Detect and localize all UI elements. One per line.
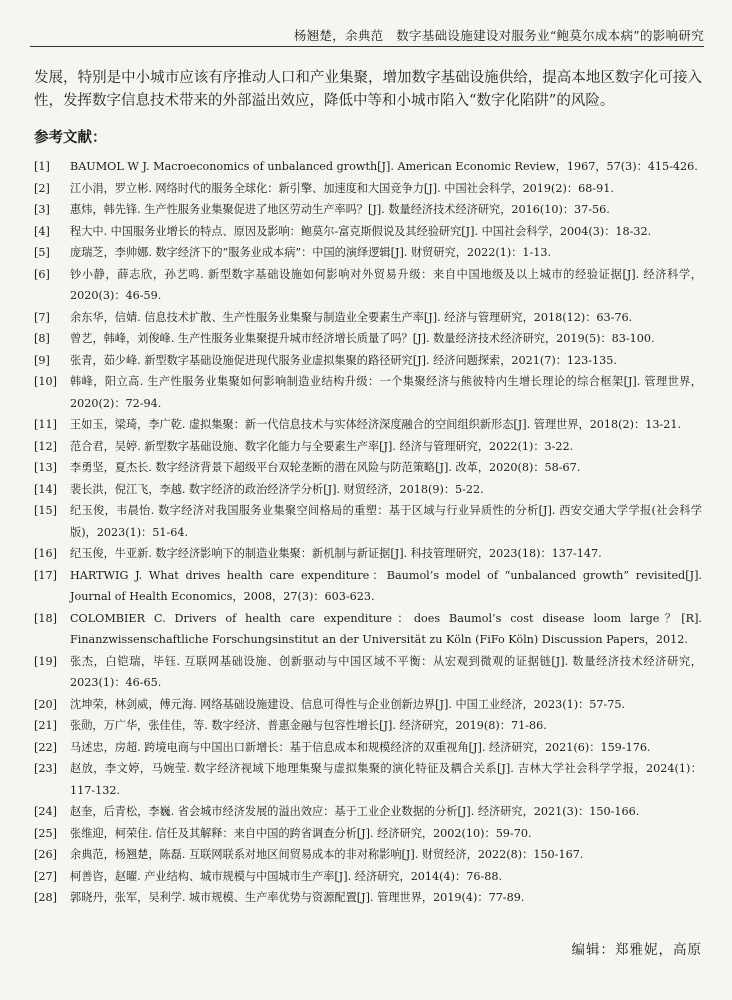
reference-list (34, 156, 702, 909)
reference-number: [4] (34, 224, 50, 238)
reference-text: 庞瑞芝，李帅娜. 数字经济下的“服务业成本病”：中国的演绎逻辑[J]. 财贸研究，2022(1)：1-13. (70, 246, 552, 259)
reference-number: [26] (34, 848, 57, 861)
reference-number: [17] (34, 568, 57, 582)
reference-number: [27] (34, 869, 57, 883)
reference-item (34, 715, 702, 737)
reference-text: 程大中. 中国服务业增长的特点、原因及影响：鲍莫尔-富克斯假说及其经验研究[J]. 中国社会科学，2004(3)：18-32. (70, 224, 652, 238)
reference-text: 惠炜，韩先锋. 生产性服务业集聚促进了地区劳动生产率吗？[J]. 数量经济技术经济研究，2016(10)：37-56. (70, 203, 610, 216)
reference-item (34, 887, 702, 909)
reference-item (34, 178, 702, 200)
reference-number: [13] (34, 461, 57, 474)
editor-credit: 编辑：郑雅妮，高原 (571, 942, 702, 958)
reference-text: 江小涓，罗立彬. 网络时代的服务全球化：新引擎、加速度和大国竞争力[J]. 中国社会科学，2019(2)：68-91. (70, 181, 614, 195)
reference-item (34, 221, 702, 243)
reference-item (34, 328, 702, 350)
reference-item (34, 694, 702, 716)
reference-text: 赵奎，后青松，李巍. 省会城市经济发展的溢出效应：基于工业企业数据的分析[J]. 经济研究，2021(3)：150-166. (70, 805, 640, 818)
reference-item (34, 436, 702, 458)
reference-item (34, 608, 702, 651)
reference-number: [8] (34, 332, 50, 345)
reference-item (34, 414, 702, 436)
reference-number: [2] (34, 181, 50, 195)
references-heading: 参考文献： (34, 129, 107, 146)
reference-text: 韩峰，阳立高. 生产性服务业集聚如何影响制造业结构升级：一个集聚经济与熊彼特内生增长理论的综合框架[J]. 管理世界，2020(2)：72-94. (70, 375, 702, 410)
reference-item (34, 500, 702, 543)
reference-number: [1] (34, 160, 50, 173)
reference-text: BAUMOL W J. Macroeconomics of unbalanced growth[J]. American Economic Review，1967，57(3)：415-426. (70, 160, 698, 173)
reference-text: 张杰，白铠瑞，毕钰. 互联网基础设施、创新驱动与中国区域不平衡：从宏观到微观的证据链[J]. 数量经济技术经济研究，2023(1)：46-65. (70, 654, 702, 689)
reference-item (34, 264, 702, 307)
reference-item (34, 651, 702, 694)
reference-item (34, 307, 702, 329)
reference-number: [7] (34, 310, 50, 324)
reference-number: [28] (34, 891, 57, 904)
reference-item (34, 543, 702, 565)
reference-text: COLOMBIER C. Drivers of health care expenditure：does Baumol’s cost disease loom large？[R]. Finanzwissenschaftliche Forschungsinstitut an der Universität zu Köln (FiFo Köln) Discussion Papers，2012. (70, 611, 702, 646)
reference-number: [10] (34, 375, 57, 388)
reference-item (34, 457, 702, 479)
intro-paragraph: 发展，特别是中小城市应该有序推动人口和产业集聚，增加数字基础设施供给，提高本地区数字化可接入性，发挥数字信息技术带来的外部溢出效应，降低中等和小城市陷入“数字化陷阱”的风险。 (34, 70, 702, 109)
reference-text: 郭晓丹，张军，吴利学. 城市规模、生产率优势与资源配置[J]. 管理世界，2019(4)：77-89. (70, 891, 525, 904)
header-rule (30, 46, 704, 47)
reference-text: 张维迎，柯荣住. 信任及其解释：来自中国的跨省调查分析[J]. 经济研究，2002(10)：59-70. (70, 826, 532, 840)
reference-number: [16] (34, 547, 57, 560)
reference-text: 纪玉俊，韦晨怡. 数字经济对我国服务业集聚空间格局的重塑：基于区域与行业异质性的分析[J]. 西安交通大学学报(社会科学版)，2023(1)：51-64. (70, 504, 702, 539)
reference-number: [5] (34, 246, 50, 259)
reference-number: [25] (34, 826, 57, 840)
reference-number: [22] (34, 740, 57, 754)
reference-text: 张勋，万广华，张佳佳，等. 数字经济、普惠金融与包容性增长[J]. 经济研究，2019(8)：71-86. (70, 719, 547, 732)
reference-item (34, 350, 702, 372)
reference-number: [14] (34, 482, 57, 496)
reference-number: [19] (34, 654, 57, 668)
reference-text: 沈坤荣，林剑威，傅元海. 网络基础设施建设、信息可得性与企业创新边界[J]. 中国工业经济，2023(1)：57-75. (70, 697, 626, 711)
reference-item (34, 823, 702, 845)
reference-text: 范合君，吴婷. 新型数字基础设施、数字化能力与全要素生产率[J]. 经济与管理研究，2022(1)：3-22. (70, 439, 574, 453)
reference-text: 纪玉俊，牛亚新. 数字经济影响下的制造业集聚：新机制与新证据[J]. 科技管理研究，2023(18)：137-147. (70, 547, 602, 560)
reference-item (34, 866, 702, 888)
reference-number: [11] (34, 418, 57, 431)
reference-number: [9] (34, 353, 50, 367)
reference-text: 曾艺，韩峰，刘俊峰. 生产性服务业集聚提升城市经济增长质量了吗？[J]. 数量经济技术经济研究，2019(5)：83-100. (70, 332, 655, 345)
reference-number: [6] (34, 267, 50, 281)
reference-item (34, 801, 702, 823)
reference-text: 余东华，信婧. 信息技术扩散、生产性服务业集聚与制造业全要素生产率[J]. 经济与管理研究，2018(12)：63-76. (70, 310, 633, 324)
reference-text: 余典范，杨翘楚，陈磊. 互联网联系对地区间贸易成本的非对称影响[J]. 财贸经济，2022(8)：150-167. (70, 848, 584, 861)
reference-item (34, 844, 702, 866)
reference-text: 柯善咨，赵曜. 产业结构、城市规模与中国城市生产率[J]. 经济研究，2014(4)：76-88. (70, 869, 503, 883)
reference-number: [3] (34, 203, 50, 216)
reference-number: [15] (34, 504, 57, 517)
reference-number: [21] (34, 719, 57, 732)
reference-text: 赵放，李文婷，马婉莹. 数字经济视域下地理集聚与虚拟集聚的演化特征及耦合关系[J]. 吉林大学社会科学学报，2024(1)：117-132. (70, 762, 702, 797)
reference-number: [23] (34, 762, 57, 775)
reference-item (34, 199, 702, 221)
reference-item (34, 242, 702, 264)
running-header: 杨翘楚，余典范 数字基础设施建设对服务业“鲍莫尔成本病”的影响研究 (293, 28, 704, 43)
reference-text: HARTWIG J. What drives health care expenditure：Baumol’s model of “unbalanced growth” revisited[J]. Journal of Health Economics，2008，27(3)：603-623. (70, 568, 702, 603)
reference-item (34, 371, 702, 414)
reference-text: 马述忠，房超. 跨境电商与中国出口新增长：基于信息成本和规模经济的双重视角[J]. 经济研究，2021(6)：159-176. (70, 740, 651, 754)
reference-item (34, 758, 702, 801)
reference-number: [12] (34, 439, 57, 453)
reference-text: 钞小静，薛志欣，孙艺鸣. 新型数字基础设施如何影响对外贸易升级：来自中国地级及以上城市的经验证据[J]. 经济科学，2020(3)：46-59. (70, 267, 702, 302)
reference-item (34, 737, 702, 759)
reference-number: [20] (34, 697, 57, 711)
reference-item (34, 565, 702, 608)
reference-text: 裴长洪，倪江飞，李越. 数字经济的政治经济学分析[J]. 财贸经济，2018(9)：5-22. (70, 482, 484, 496)
reference-number: [24] (34, 805, 57, 818)
reference-number: [18] (34, 611, 57, 625)
reference-item (34, 479, 702, 501)
reference-text: 张青，茹少峰. 新型数字基础设施促进现代服务业虚拟集聚的路径研究[J]. 经济问题探索，2021(7)：123-135. (70, 353, 617, 367)
reference-text: 李勇坚，夏杰长. 数字经济背景下超级平台双轮垄断的潜在风险与防范策略[J]. 改革，2020(8)：58-67. (70, 461, 581, 474)
reference-item (34, 156, 702, 178)
reference-text: 王如玉，梁琦，李广乾. 虚拟集聚：新一代信息技术与实体经济深度融合的空间组织新形态[J]. 管理世界，2018(2)：13-21. (70, 418, 682, 431)
